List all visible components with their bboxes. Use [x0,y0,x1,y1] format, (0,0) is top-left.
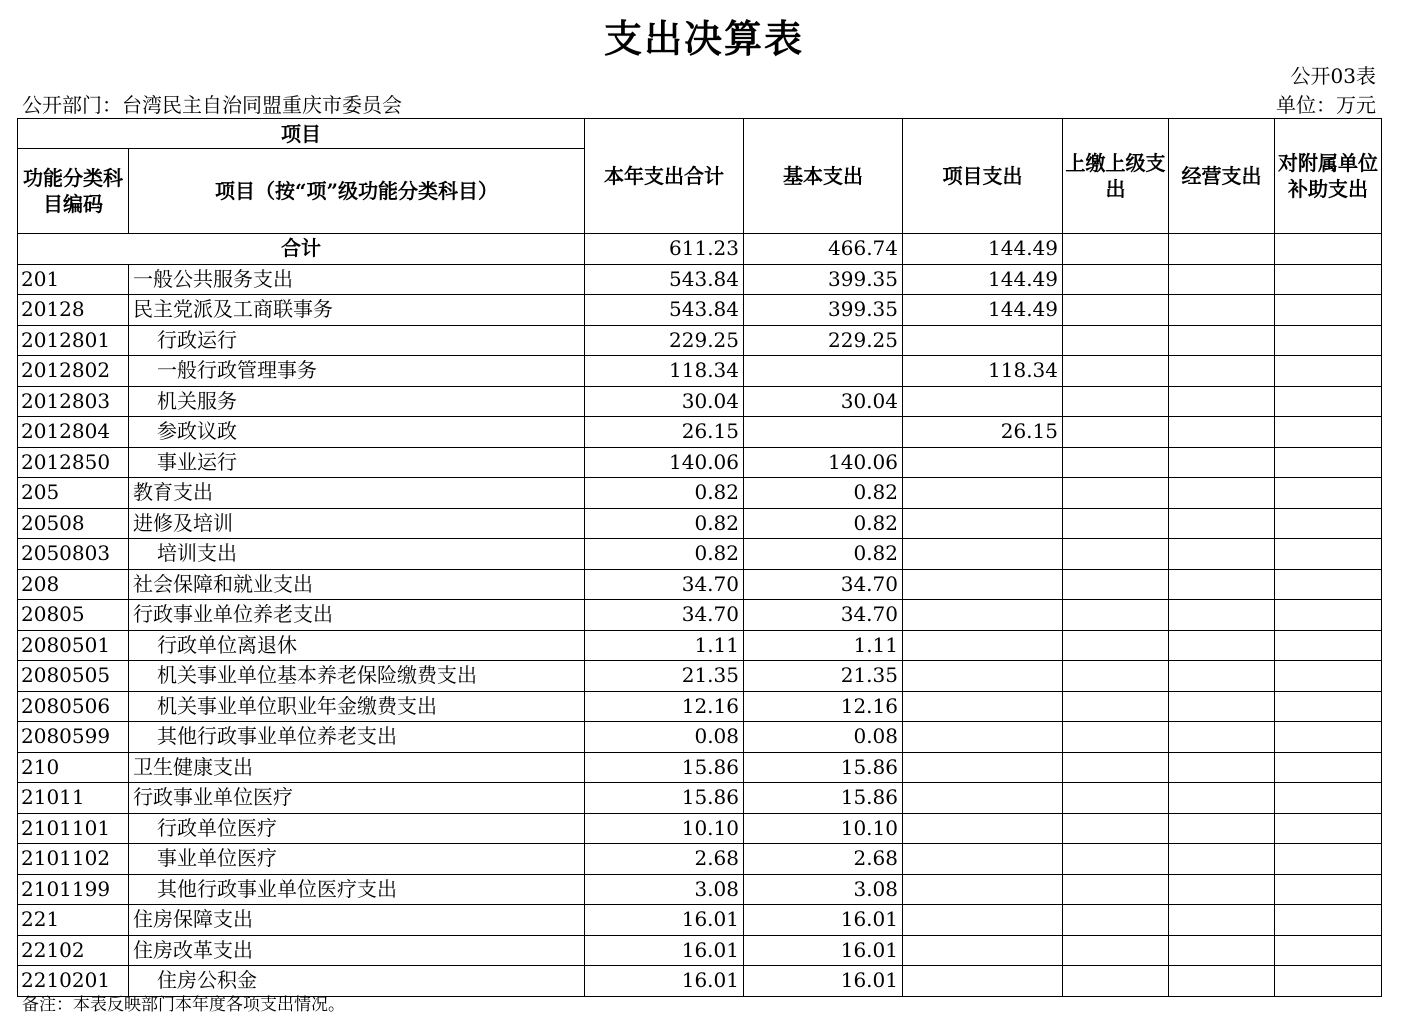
name-cell: 行政单位离退休 [129,630,585,661]
project-cell [903,691,1063,722]
code-cell: 20128 [18,295,129,326]
subsidiary-cell [1275,813,1382,844]
total-cell: 30.04 [585,386,744,417]
department-label: 公开部门：台湾民主自治同盟重庆市委员会 [22,93,402,117]
total-business [1169,234,1275,265]
name-cell: 行政事业单位医疗 [129,783,585,814]
basic-cell: 3.08 [744,874,903,905]
upper-cell [1063,722,1169,753]
basic-cell: 1.11 [744,630,903,661]
total-cell: 16.01 [585,935,744,966]
code-cell: 2012804 [18,417,129,448]
code-cell: 2210201 [18,966,129,997]
project-cell [903,813,1063,844]
header-business: 经营支出 [1169,119,1275,234]
project-cell: 144.49 [903,295,1063,326]
upper-cell [1063,569,1169,600]
business-cell [1169,844,1275,875]
name-cell: 培训支出 [129,539,585,570]
subsidiary-cell [1275,783,1382,814]
upper-cell [1063,966,1169,997]
total-upper [1063,234,1169,265]
name-cell: 事业运行 [129,447,585,478]
basic-cell: 229.25 [744,325,903,356]
total-cell: 10.10 [585,813,744,844]
table-row [18,447,1382,478]
unit-label: 单位：万元 [1276,93,1376,117]
basic-cell: 21.35 [744,661,903,692]
business-cell [1169,478,1275,509]
basic-cell: 12.16 [744,691,903,722]
basic-cell: 15.86 [744,783,903,814]
code-cell: 2101101 [18,813,129,844]
subsidiary-cell [1275,478,1382,509]
basic-cell: 140.06 [744,447,903,478]
form-number: 公开03表 [1290,64,1376,88]
total-cell: 16.01 [585,905,744,936]
table-row [18,600,1382,631]
code-cell: 22102 [18,935,129,966]
subsidiary-cell [1275,417,1382,448]
total-cell: 1.11 [585,630,744,661]
code-cell: 2080599 [18,722,129,753]
subsidiary-cell [1275,264,1382,295]
upper-cell [1063,356,1169,387]
table-row [18,661,1382,692]
business-cell [1169,752,1275,783]
name-cell: 一般公共服务支出 [129,264,585,295]
table-row [18,630,1382,661]
name-cell: 住房公积金 [129,966,585,997]
name-cell: 民主党派及工商联事务 [129,295,585,326]
subsidiary-cell [1275,295,1382,326]
upper-cell [1063,661,1169,692]
business-cell [1169,691,1275,722]
upper-cell [1063,386,1169,417]
name-cell: 机关事业单位基本养老保险缴费支出 [129,661,585,692]
upper-cell [1063,935,1169,966]
code-cell: 2012802 [18,356,129,387]
total-sum: 611.23 [585,234,744,265]
table-row [18,752,1382,783]
project-cell [903,905,1063,936]
business-cell [1169,325,1275,356]
code-cell: 221 [18,905,129,936]
total-cell: 12.16 [585,691,744,722]
name-cell: 行政单位医疗 [129,813,585,844]
name-cell: 住房保障支出 [129,905,585,936]
total-cell: 34.70 [585,600,744,631]
table-row [18,417,1382,448]
project-cell: 144.49 [903,264,1063,295]
project-cell [903,478,1063,509]
header-upper: 上缴上级支出 [1063,119,1169,234]
project-cell [903,752,1063,783]
name-cell: 教育支出 [129,478,585,509]
total-cell: 15.86 [585,752,744,783]
code-cell: 210 [18,752,129,783]
business-cell [1169,386,1275,417]
code-cell: 2080506 [18,691,129,722]
code-cell: 2101102 [18,844,129,875]
upper-cell [1063,844,1169,875]
project-cell [903,661,1063,692]
upper-cell [1063,874,1169,905]
upper-cell [1063,813,1169,844]
total-project: 144.49 [903,234,1063,265]
business-cell [1169,783,1275,814]
subsidiary-cell [1275,844,1382,875]
basic-cell: 2.68 [744,844,903,875]
business-cell [1169,935,1275,966]
basic-cell: 0.08 [744,722,903,753]
table-row [18,874,1382,905]
project-cell: 26.15 [903,417,1063,448]
subsidiary-cell [1275,691,1382,722]
basic-cell: 399.35 [744,295,903,326]
table-row [18,386,1382,417]
upper-cell [1063,905,1169,936]
code-cell: 2012850 [18,447,129,478]
upper-cell [1063,325,1169,356]
code-cell: 20805 [18,600,129,631]
total-cell: 15.86 [585,783,744,814]
total-label: 合计 [18,234,585,265]
total-subsidiary [1275,234,1382,265]
business-cell [1169,569,1275,600]
name-cell: 其他行政事业单位医疗支出 [129,874,585,905]
upper-cell [1063,478,1169,509]
name-cell: 事业单位医疗 [129,844,585,875]
code-cell: 208 [18,569,129,600]
table-row [18,508,1382,539]
subsidiary-cell [1275,600,1382,631]
total-cell: 16.01 [585,966,744,997]
footnote: 备注：本表反映部门本年度各项支出情况。 [22,995,345,1015]
table-row [18,264,1382,295]
table-row [18,905,1382,936]
project-cell [903,325,1063,356]
business-cell [1169,539,1275,570]
project-cell [903,539,1063,570]
business-cell [1169,966,1275,997]
business-cell [1169,264,1275,295]
table-row [18,356,1382,387]
project-cell [903,600,1063,631]
business-cell [1169,905,1275,936]
code-cell: 20508 [18,508,129,539]
business-cell [1169,630,1275,661]
business-cell [1169,600,1275,631]
code-cell: 2050803 [18,539,129,570]
upper-cell [1063,264,1169,295]
business-cell [1169,295,1275,326]
upper-cell [1063,295,1169,326]
upper-cell [1063,447,1169,478]
table-row [18,783,1382,814]
header-item-group: 项目 [18,119,585,149]
business-cell [1169,447,1275,478]
table-row [18,478,1382,509]
table-row [18,844,1382,875]
business-cell [1169,661,1275,692]
table-row [18,295,1382,326]
basic-cell: 0.82 [744,478,903,509]
code-cell: 2080505 [18,661,129,692]
name-cell: 卫生健康支出 [129,752,585,783]
project-cell [903,844,1063,875]
basic-cell [744,356,903,387]
upper-cell [1063,783,1169,814]
basic-cell: 15.86 [744,752,903,783]
code-cell: 21011 [18,783,129,814]
basic-cell: 16.01 [744,935,903,966]
subsidiary-cell [1275,630,1382,661]
table-row [18,722,1382,753]
name-cell: 住房改革支出 [129,935,585,966]
name-cell: 行政事业单位养老支出 [129,600,585,631]
name-cell: 社会保障和就业支出 [129,569,585,600]
total-cell: 543.84 [585,295,744,326]
total-cell: 3.08 [585,874,744,905]
subsidiary-cell [1275,539,1382,570]
business-cell [1169,417,1275,448]
project-cell [903,508,1063,539]
header-subsidiary: 对附属单位补助支出 [1275,119,1382,234]
code-cell: 2080501 [18,630,129,661]
business-cell [1169,874,1275,905]
project-cell [903,966,1063,997]
subsidiary-cell [1275,752,1382,783]
project-cell [903,386,1063,417]
header-name: 项目（按“项”级功能分类科目） [129,149,585,234]
name-cell: 行政运行 [129,325,585,356]
code-cell: 2101199 [18,874,129,905]
project-cell [903,447,1063,478]
basic-cell: 399.35 [744,264,903,295]
total-cell: 140.06 [585,447,744,478]
table-row [18,813,1382,844]
total-cell: 2.68 [585,844,744,875]
table-row [18,539,1382,570]
project-cell [903,722,1063,753]
code-cell: 2012803 [18,386,129,417]
project-cell [903,783,1063,814]
basic-cell: 0.82 [744,539,903,570]
upper-cell [1063,600,1169,631]
basic-cell: 16.01 [744,966,903,997]
subsidiary-cell [1275,325,1382,356]
subsidiary-cell [1275,935,1382,966]
basic-cell: 34.70 [744,600,903,631]
project-cell [903,630,1063,661]
project-cell [903,569,1063,600]
table-row [18,935,1382,966]
header-code: 功能分类科目编码 [18,149,129,234]
total-cell: 26.15 [585,417,744,448]
total-cell: 0.82 [585,478,744,509]
subsidiary-cell [1275,966,1382,997]
subsidiary-cell [1275,661,1382,692]
upper-cell [1063,508,1169,539]
basic-cell: 34.70 [744,569,903,600]
project-cell [903,874,1063,905]
name-cell: 机关服务 [129,386,585,417]
total-cell: 21.35 [585,661,744,692]
code-cell: 2012801 [18,325,129,356]
upper-cell [1063,630,1169,661]
upper-cell [1063,417,1169,448]
upper-cell [1063,752,1169,783]
business-cell [1169,508,1275,539]
basic-cell: 10.10 [744,813,903,844]
subsidiary-cell [1275,722,1382,753]
name-cell: 进修及培训 [129,508,585,539]
header-basic: 基本支出 [744,119,903,234]
total-cell: 0.08 [585,722,744,753]
header-project: 项目支出 [903,119,1063,234]
header-total: 本年支出合计 [585,119,744,234]
total-basic: 466.74 [744,234,903,265]
subsidiary-cell [1275,386,1382,417]
subsidiary-cell [1275,508,1382,539]
subsidiary-cell [1275,356,1382,387]
business-cell [1169,356,1275,387]
basic-cell: 30.04 [744,386,903,417]
name-cell: 其他行政事业单位养老支出 [129,722,585,753]
total-cell: 543.84 [585,264,744,295]
total-cell: 34.70 [585,569,744,600]
table-row [18,569,1382,600]
upper-cell [1063,539,1169,570]
total-cell: 0.82 [585,508,744,539]
name-cell: 机关事业单位职业年金缴费支出 [129,691,585,722]
subsidiary-cell [1275,874,1382,905]
business-cell [1169,813,1275,844]
expenditure-table [17,118,1382,997]
table-row [18,691,1382,722]
page-title: 支出决算表 [603,16,804,61]
total-row [18,234,1382,265]
basic-cell: 0.82 [744,508,903,539]
subsidiary-cell [1275,905,1382,936]
subsidiary-cell [1275,447,1382,478]
project-cell: 118.34 [903,356,1063,387]
total-cell: 118.34 [585,356,744,387]
subsidiary-cell [1275,569,1382,600]
upper-cell [1063,691,1169,722]
code-cell: 201 [18,264,129,295]
code-cell: 205 [18,478,129,509]
total-cell: 0.82 [585,539,744,570]
name-cell: 一般行政管理事务 [129,356,585,387]
basic-cell: 16.01 [744,905,903,936]
basic-cell [744,417,903,448]
project-cell [903,935,1063,966]
business-cell [1169,722,1275,753]
total-cell: 229.25 [585,325,744,356]
name-cell: 参政议政 [129,417,585,448]
table-row [18,325,1382,356]
